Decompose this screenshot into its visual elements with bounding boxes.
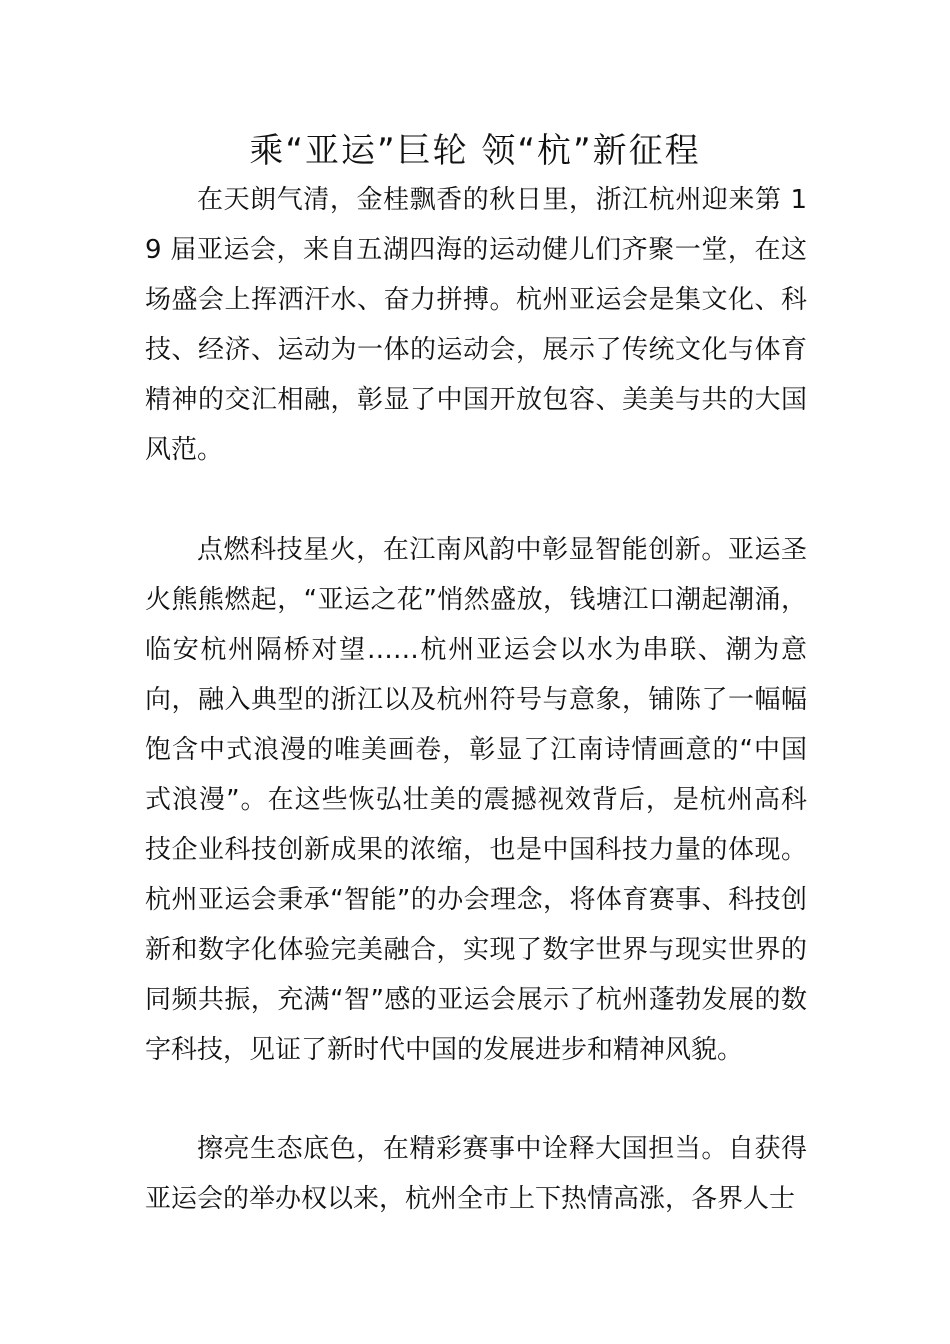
document-title: 乘“亚运”巨轮 领“杭”新征程 (249, 131, 701, 171)
paragraph-1: 在天朗气清，金桂飘香的秋日里，浙江杭州迎来第 19 届亚运会，来自五湖四海的运动健儿们齐聚一堂，在这场盛会上挥洒汗水、奋力拼搏。杭州亚运会是集文化、科技、经济、运动为一体的运动会，展示了传统文化与体育精神的交汇相融，彰显了中国开放包容、美美与共的大国风范。 (145, 185, 807, 465)
paragraph-3: 擦亮生态底色，在精彩赛事中诠释大国担当。自获得亚运会的举办权以来，杭州全市上下热情高涨，各界人士 (145, 1134, 807, 1214)
paragraph-2: 点燃科技星火，在江南风韵中彰显智能创新。亚运圣火熊熊燃起，“亚运之花”悄然盛放，钱塘江口潮起潮涌，临安杭州隔桥对望……杭州亚运会以水为串联、潮为意向，融入典型的浙江以及杭州符号与意象，铺陈了一幅幅饱含中式浪漫的唯美画卷，彰显了江南诗情画意的“中国式浪漫”。在这些恢弘壮美的震撼视效背后，是杭州高科技企业科技创新成果的浓缩，也是中国科技力量的体现。杭州亚运会秉承“智能”的办会理念，将体育赛事、科技创新和数字化体验完美融合，实现了数字世界与现实世界的同频共振，充满“智”感的亚运会展示了杭州蓬勃发展的数字科技，见证了新时代中国的发展进步和精神风貌。 (145, 535, 807, 1065)
